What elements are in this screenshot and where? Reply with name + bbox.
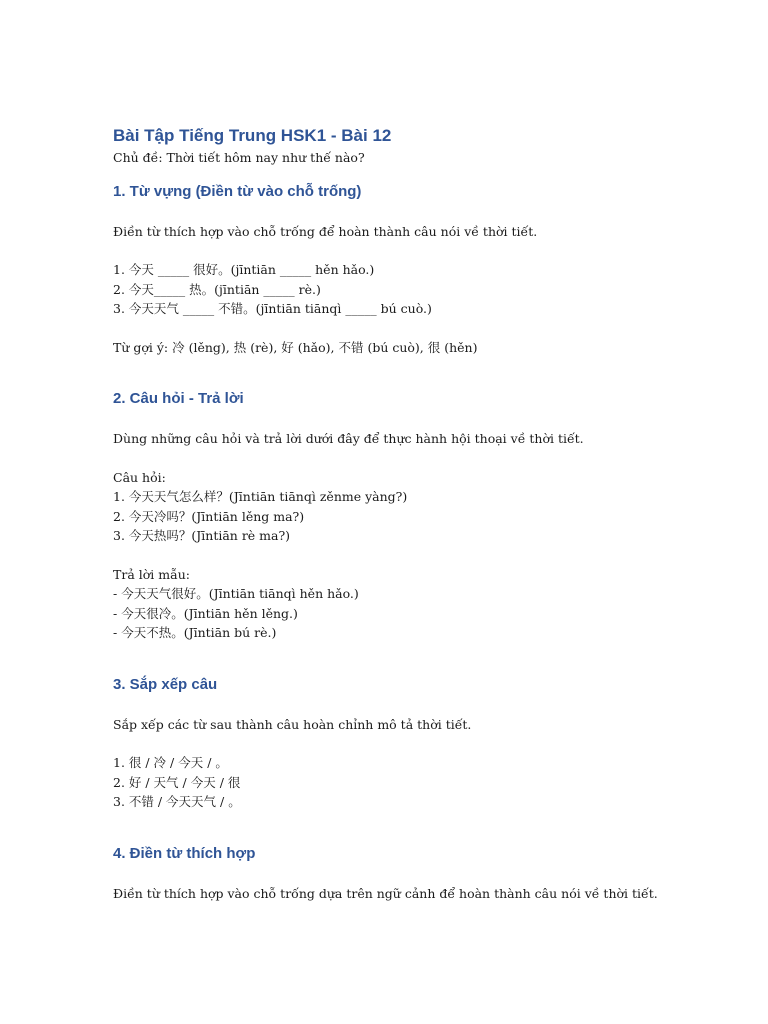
- section-1-item: 2. 今天_____ 热。(jīntiān _____ rè.): [113, 281, 321, 297]
- section-3-item: 2. 好 / 天气 / 今天 / 很: [113, 774, 241, 790]
- document-content: [113, 124, 713, 903]
- questions-label: Câu hỏi:: [113, 469, 166, 485]
- section-1-hint: Từ gợi ý: 冷 (lěng), 热 (rè), 好 (hǎo), 不错 (bú cuò), 很 (hěn): [113, 339, 478, 355]
- section-3-item: 3. 不错 / 今天天气 / 。: [113, 794, 241, 809]
- question-item: 2. 今天冷吗？(Jīntiān lěng ma?): [113, 508, 305, 524]
- answer-item: - 今天天气很好。(Jīntiān tiānqì hěn hǎo.): [113, 586, 359, 601]
- section-1-item: 1. 今天 _____ 很好。(jīntiān _____ hěn hǎo.): [113, 262, 375, 277]
- section-1-instruction: Điền từ thích hợp vào chỗ trống để hoàn thành câu nói về thời tiết.: [113, 223, 538, 239]
- section-4-instruction: Điền từ thích hợp vào chỗ trống dựa trên ngữ cảnh để hoàn thành câu nói về thời tiết.: [113, 885, 658, 901]
- answer-item: - 今天很冷。(Jīntiān hěn lěng.): [113, 605, 298, 621]
- section-2-instruction: Dùng những câu hỏi và trả lời dưới đây để thực hành hội thoại về thời tiết.: [113, 431, 584, 446]
- section-2-heading: 2. Câu hỏi - Trả lời: [113, 390, 244, 407]
- section-1-item: 3. 今天天气 _____ 不错。(jīntiān tiānqì _____ bú cuò.): [113, 301, 432, 316]
- section-3-heading: 3. Sắp xếp câu: [113, 675, 218, 693]
- section-4-heading: 4. Điền từ thích hợp: [113, 844, 256, 862]
- question-item: 1. 今天天气怎么样？(Jīntiān tiānqì zěnme yàng?): [113, 489, 408, 504]
- section-3-instruction: Sắp xếp các từ sau thành câu hoàn chỉnh mô tả thời tiết.: [113, 716, 472, 732]
- answers-label: Trả lời mẫu:: [113, 566, 191, 582]
- document-subtitle: Chủ đề: Thời tiết hôm nay như thế nào?: [113, 150, 365, 165]
- question-item: 3. 今天热吗？(Jīntiān rè ma?): [113, 528, 291, 543]
- document-title: Bài Tập Tiếng Trung HSK1 - Bài 12: [113, 126, 392, 145]
- section-1-heading: 1. Từ vựng (Điền từ vào chỗ trống): [113, 182, 362, 200]
- section-3-item: 1. 很 / 冷 / 今天 / 。: [113, 755, 228, 770]
- answer-item: - 今天不热。(Jīntiān bú rè.): [113, 625, 277, 640]
